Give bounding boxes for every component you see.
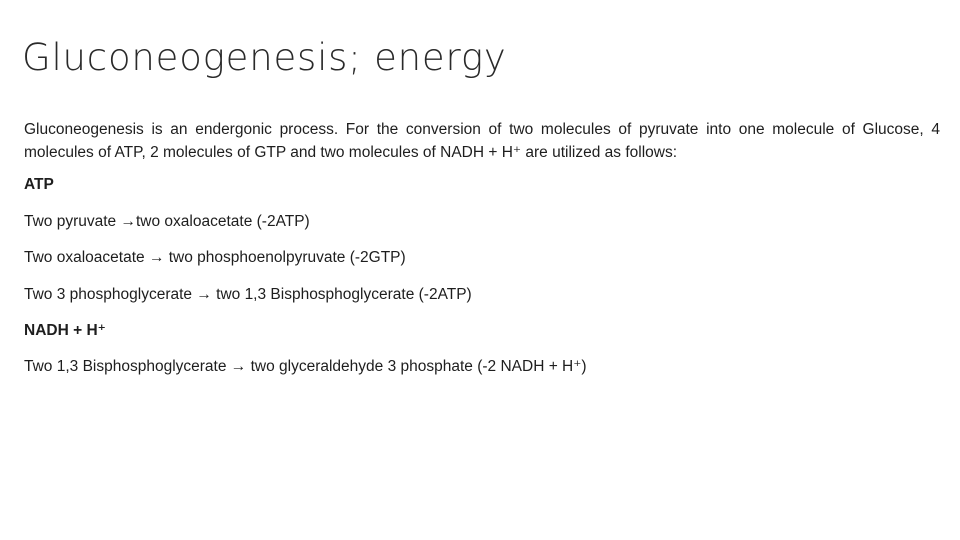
reaction-line: Two oxaloacetate → two phosphoenolpyruvate (-2GTP) (24, 249, 406, 266)
reaction-line: Two 1,3 Bisphosphoglycerate → two glyceraldehyde 3 phosphate (-2 NADH + H⁺) (24, 358, 587, 375)
nadh-heading: NADH + H⁺ (24, 322, 106, 339)
reaction-line: Two 3 phosphoglycerate → two 1,3 Bisphosphoglycerate (-2ATP) (24, 286, 472, 303)
intro-paragraph: Gluconeogenesis is an endergonic process. For the conversion of two molecules of pyruvate into one molecule of Glucose, 4 molecules of ATP, 2 molecules of GTP and two molecules of NADH + H⁺ are utilized as follows: (24, 121, 940, 161)
slide-title: Gluconeogenesis; energy (22, 36, 507, 79)
slide-body (24, 118, 940, 377)
reaction-line: Two pyruvate →two oxaloacetate (-2ATP) (24, 213, 310, 230)
atp-heading: ATP (24, 176, 54, 193)
